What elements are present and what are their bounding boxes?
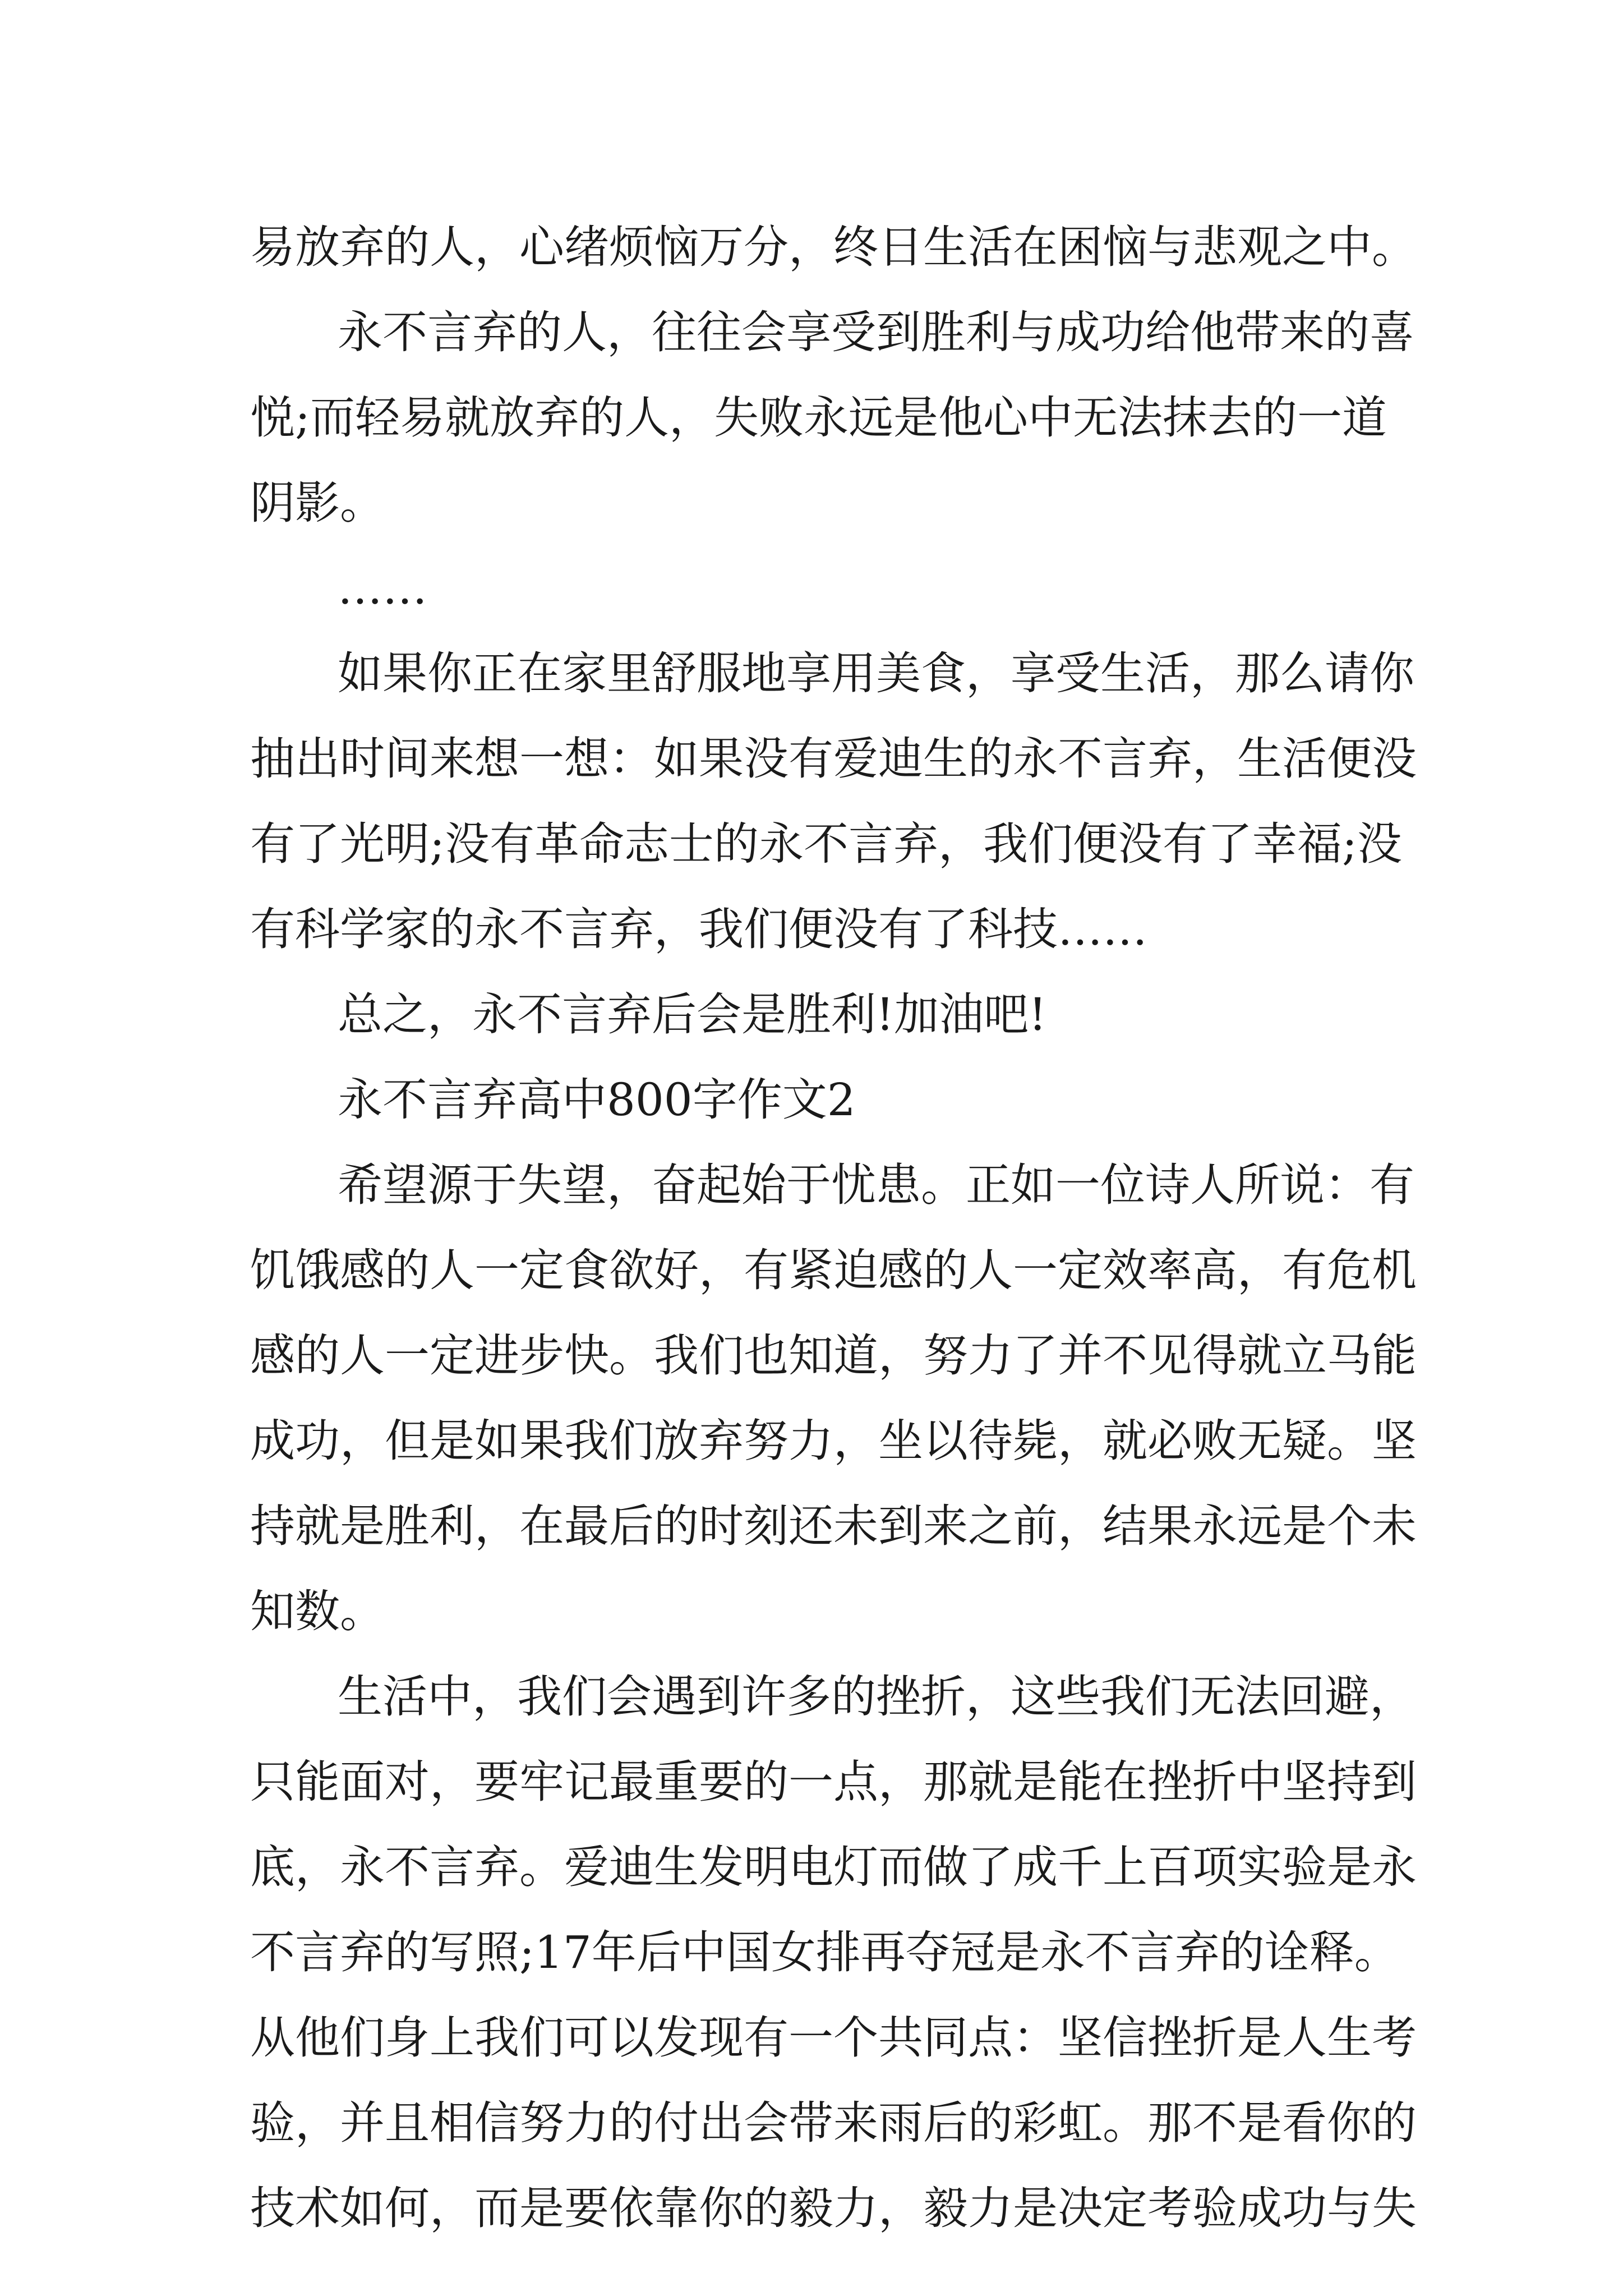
text-line: 有科学家的永不言弃，我们便没有了科技…… bbox=[250, 903, 1147, 955]
text-line: 生活中，我们会遇到许多的挫折，这些我们无法回避， bbox=[338, 1671, 1414, 1723]
text-line: 感的人一定进步快。我们也知道，努力了并不见得就立马能 bbox=[250, 1329, 1417, 1382]
text-line: …… bbox=[338, 562, 427, 614]
text-line: 抽出时间来想一想：如果没有爱迪生的永不言弃，生活便没 bbox=[250, 733, 1417, 785]
text-line: 总之，永不言弃后会是胜利!加油吧! bbox=[338, 988, 1047, 1041]
text-line: 阴影。 bbox=[250, 477, 385, 529]
text-line: 验，并且相信努力的付出会带来雨后的彩虹。那不是看你的 bbox=[250, 2097, 1417, 2149]
text-line: 有了光明;没有革命志士的永不言弃，我们便没有了幸福;没 bbox=[250, 818, 1402, 870]
text-line: 技术如何，而是要依靠你的毅力，毅力是决定考验成功与失 bbox=[250, 2182, 1417, 2234]
text-line: 底，永不言弃。爱迪生发明电灯而做了成千上百项实验是永 bbox=[250, 1841, 1417, 1893]
text-line: 知数。 bbox=[250, 1585, 385, 1637]
text-line: 持就是胜利，在最后的时刻还未到来之前，结果永远是个未 bbox=[250, 1500, 1417, 1552]
text-line: 不言弃的写照;17年后中国女排再夺冠是永不言弃的诠释。 bbox=[250, 1926, 1399, 1978]
text-line: 悦;而轻易就放弃的人，失败永远是他心中无法抹去的一道 bbox=[250, 392, 1387, 444]
text-line: 只能面对，要牢记最重要的一点，那就是能在挫折中坚持到 bbox=[250, 1756, 1417, 1808]
text-line: 永不言弃的人，往往会享受到胜利与成功给他带来的喜 bbox=[338, 306, 1414, 358]
text-line: 成功，但是如果我们放弃努力，坐以待毙，就必败无疑。坚 bbox=[250, 1415, 1417, 1467]
section-heading: 永不言弃高中800字作文2 bbox=[338, 1074, 856, 1126]
text-line: 饥饿感的人一定食欲好，有紧迫感的人一定效率高，有危机 bbox=[250, 1244, 1417, 1296]
text-line: 如果你正在家里舒服地享用美食，享受生活，那么请你 bbox=[338, 647, 1414, 700]
text-line: 希望源于失望，奋起始于忧患。正如一位诗人所说：有 bbox=[338, 1159, 1414, 1211]
text-line: 易放弃的人，心绪烦恼万分，终日生活在困恼与悲观之中。 bbox=[250, 221, 1417, 273]
text-line: 从他们身上我们可以发现有一个共同点：坚信挫折是人生考 bbox=[250, 2012, 1417, 2064]
